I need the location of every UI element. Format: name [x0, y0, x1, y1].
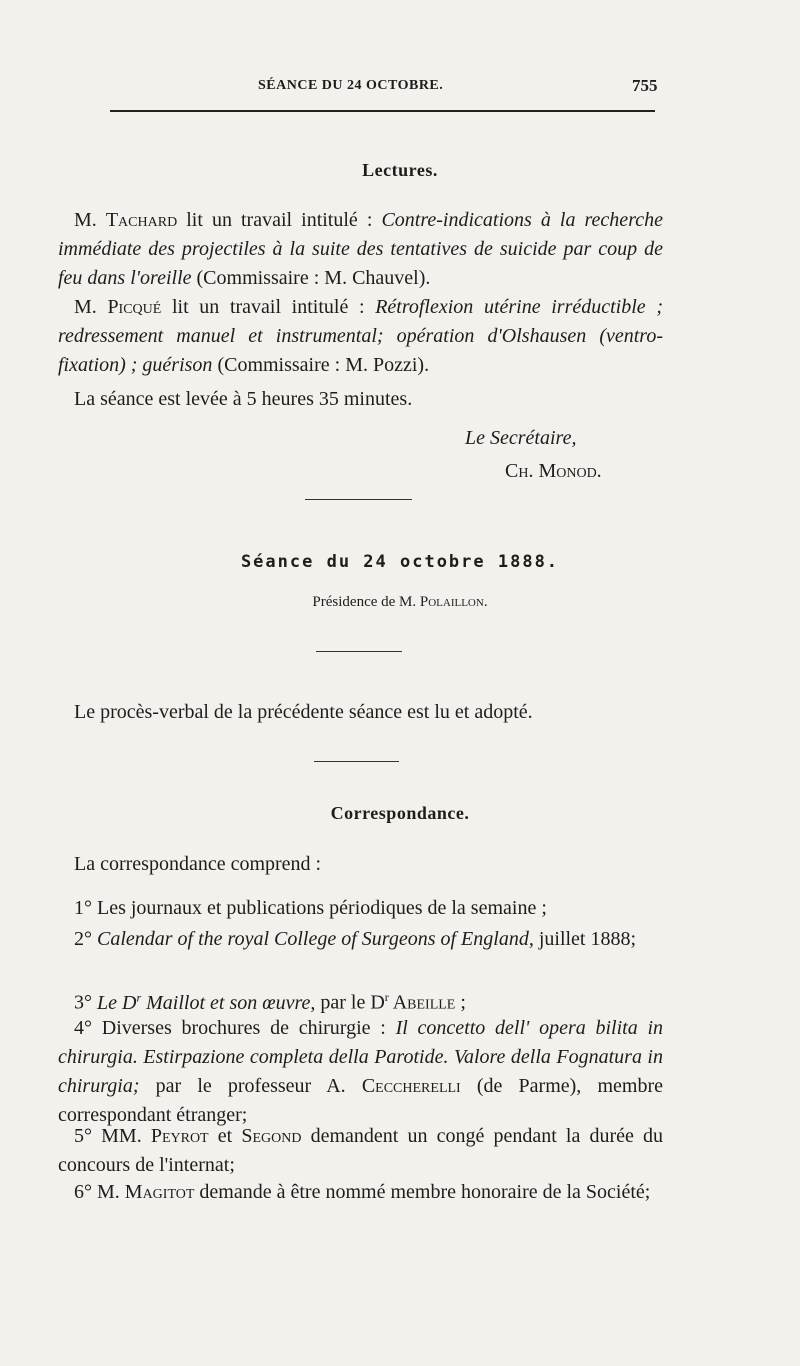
- running-title: SÉANCE DU 24 OCTOBRE.: [258, 78, 444, 93]
- running-header: [0, 76, 800, 100]
- text-by: par le D: [315, 991, 385, 1014]
- paragraph-proces-verbal: Le procès-verbal de la précédente séance est lu et adopté.: [74, 701, 533, 723]
- work-title: Calendar of the royal College of Surgeons of England,: [97, 928, 534, 950]
- section-divider: [305, 499, 412, 500]
- presidence-prefix: Présidence de M.: [312, 594, 420, 610]
- text-tail: (Commissaire : M. Pozzi).: [212, 354, 430, 376]
- text-tail: (Commissaire : M. Chauvel).: [191, 267, 431, 289]
- text-by: par le professeur A.: [139, 1075, 362, 1097]
- page-number: 755: [632, 76, 658, 95]
- presidence-line: [0, 594, 800, 611]
- item-number: 5° MM.: [74, 1125, 151, 1147]
- section-heading-correspondance: Correspondance.: [330, 803, 470, 823]
- author-name: Segond: [241, 1125, 302, 1147]
- paragraph-picque: [58, 293, 663, 380]
- paragraph-levee: La séance est levée à 5 heures 35 minutes.: [74, 388, 413, 410]
- text-tail: juillet 1888;: [533, 928, 637, 950]
- section-heading-lectures: Lectures.: [362, 160, 438, 180]
- author-name: Ceccherelli: [361, 1075, 461, 1097]
- list-item-5: [58, 1122, 663, 1180]
- title-part: Le D: [97, 991, 137, 1014]
- text-verb: lit un travail intitulé :: [161, 296, 376, 318]
- section-divider: [314, 761, 399, 762]
- list-item-3: [58, 983, 663, 1018]
- list-item-4: [58, 1014, 663, 1130]
- header-rule: [110, 110, 655, 112]
- seance-title: Séance du 24 octobre 1888.: [240, 552, 560, 572]
- list-item-6: [58, 1178, 663, 1207]
- author-name: Tachard: [105, 209, 178, 231]
- author-name: Magitot: [124, 1181, 195, 1203]
- work-title: Rétroflexion utérine irréductible ; redressement manuel et instrumental; opération d'Olshausen (ventro-fixation) ; guérison: [58, 296, 663, 376]
- paragraph-tachard: [58, 206, 663, 293]
- text-mr: M.: [74, 209, 106, 231]
- text-tail: demande à être nommé membre honoraire de la Société;: [194, 1181, 651, 1203]
- author-name: Abeille: [388, 991, 456, 1014]
- title-part: Maillot et son œuvre,: [141, 991, 316, 1014]
- work-title: Contre-indications à la recherche immédiate des projectiles à la suite des tentatives de suicide par coup de feu dans l'oreille: [58, 209, 663, 289]
- superscript: r: [384, 990, 389, 1004]
- author-name: Peyrot: [150, 1125, 209, 1147]
- signature-name: Ch. Monod.: [505, 460, 602, 482]
- work-title: Il concetto dell' opera bilita in chirurgia. Estirpazione completa della Parotide. Valore della Fognatura in chirurgia;: [58, 1017, 664, 1097]
- work-title: [97, 992, 315, 1014]
- text-mr: M.: [74, 296, 108, 318]
- text-tail: demandent un congé pendant la durée du concours de l'internat;: [58, 1125, 664, 1176]
- signature-role: Le Secrétaire,: [465, 427, 577, 449]
- list-item-1: 1° Les journaux et publications périodiques de la semaine ;: [74, 897, 547, 919]
- text-tail: (de Parme), membre correspondant étranger;: [58, 1075, 663, 1126]
- president-name: Polaillon.: [419, 594, 488, 610]
- section-divider: [316, 651, 402, 652]
- list-item-2: [58, 925, 663, 954]
- paragraph-intro: La correspondance comprend :: [74, 853, 322, 875]
- text-verb: lit un travail intitulé :: [177, 209, 382, 231]
- superscript: r: [136, 990, 142, 1004]
- item-number: 3°: [74, 991, 97, 1014]
- text-tail: ;: [455, 991, 466, 1014]
- item-number: 4°: [74, 1017, 102, 1039]
- item-number: 6° M.: [74, 1181, 125, 1203]
- author-name: Picqué: [107, 296, 162, 318]
- text-lead: Diverses brochures de chirurgie :: [101, 1017, 396, 1039]
- item-number: 2°: [74, 928, 97, 950]
- text-and: et: [208, 1125, 242, 1147]
